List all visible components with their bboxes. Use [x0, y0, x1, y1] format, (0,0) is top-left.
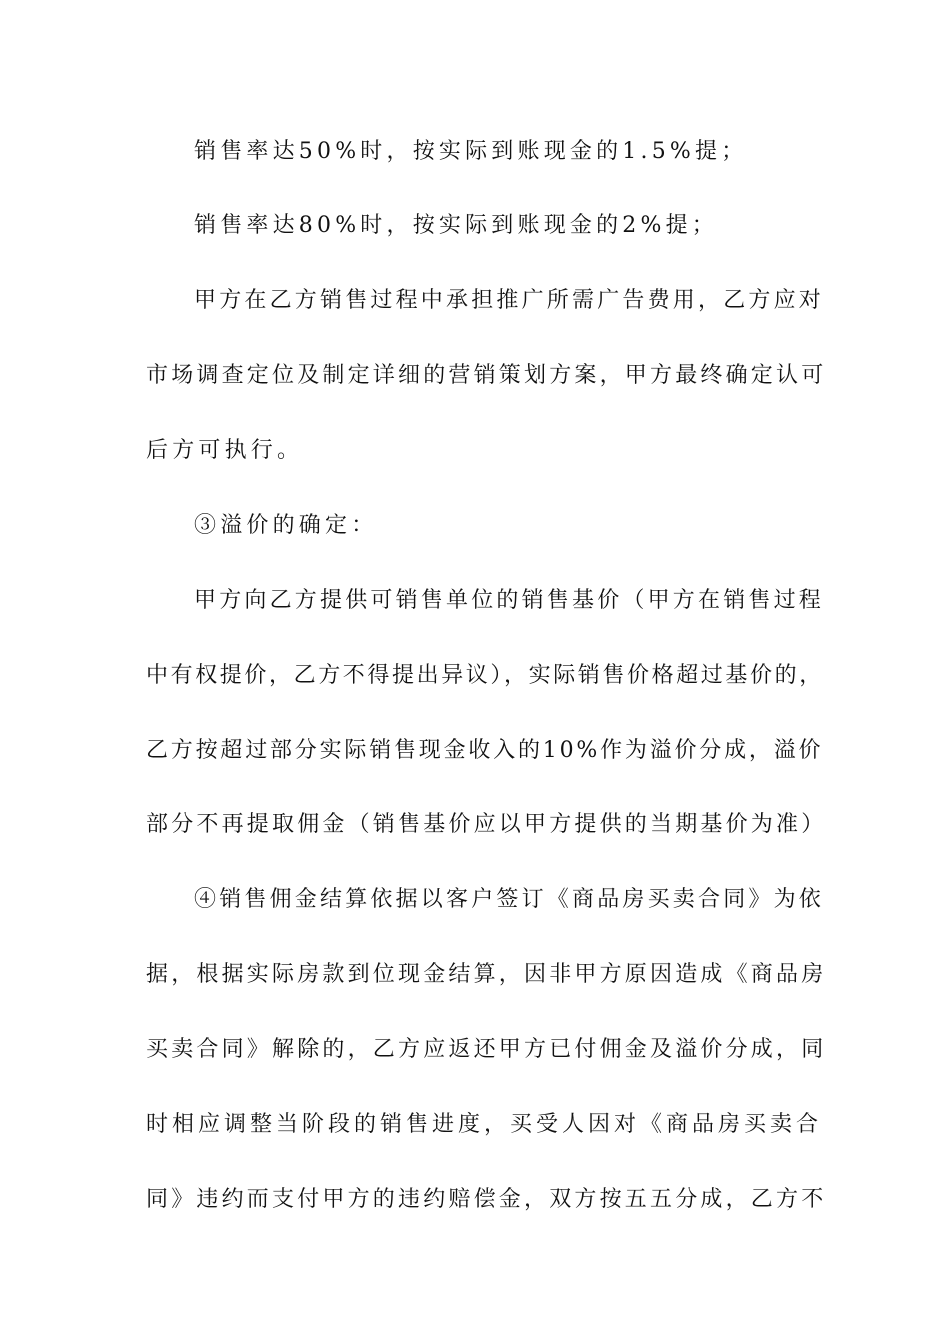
text-line-7: 甲方向乙方提供可销售单位的销售基价（甲方在销售过程 — [194, 588, 825, 613]
text-line-15: 同》违约而支付甲方的违约赔偿金，双方按五五分成，乙方不 — [146, 1187, 827, 1212]
text-line-10: 部分不再提取佣金（销售基价应以甲方提供的当期基价为准） — [146, 812, 827, 837]
text-line-11: ④销售佣金结算依据以客户签订《商品房买卖合同》为依 — [194, 887, 825, 912]
text-line-14: 时相应调整当阶段的销售进度，买受人因对《商品房买卖合 — [146, 1112, 823, 1137]
text-line-2: 销售率达80%时，按实际到账现金的2%提； — [194, 213, 719, 238]
text-line-3: 甲方在乙方销售过程中承担推广所需广告费用，乙方应对 — [194, 288, 825, 313]
text-line-8: 中有权提价，乙方不得提出异议），实际销售价格超过基价的， — [146, 663, 824, 688]
text-line-6: ③溢价的确定： — [194, 513, 378, 538]
text-line-9: 乙方按超过部分实际销售现金收入的10%作为溢价分成，溢价 — [146, 738, 824, 763]
text-line-1: 销售率达50%时，按实际到账现金的1.5%提； — [194, 139, 748, 164]
text-line-5: 后方可执行。 — [146, 438, 304, 463]
text-line-13: 买卖合同》解除的，乙方应返还甲方已付佣金及溢价分成，同 — [146, 1037, 827, 1062]
text-line-12: 据，根据实际房款到位现金结算，因非甲方原因造成《商品房 — [146, 962, 827, 987]
text-line-4: 市场调查定位及制定详细的营销策划方案，甲方最终确定认可 — [146, 363, 827, 388]
